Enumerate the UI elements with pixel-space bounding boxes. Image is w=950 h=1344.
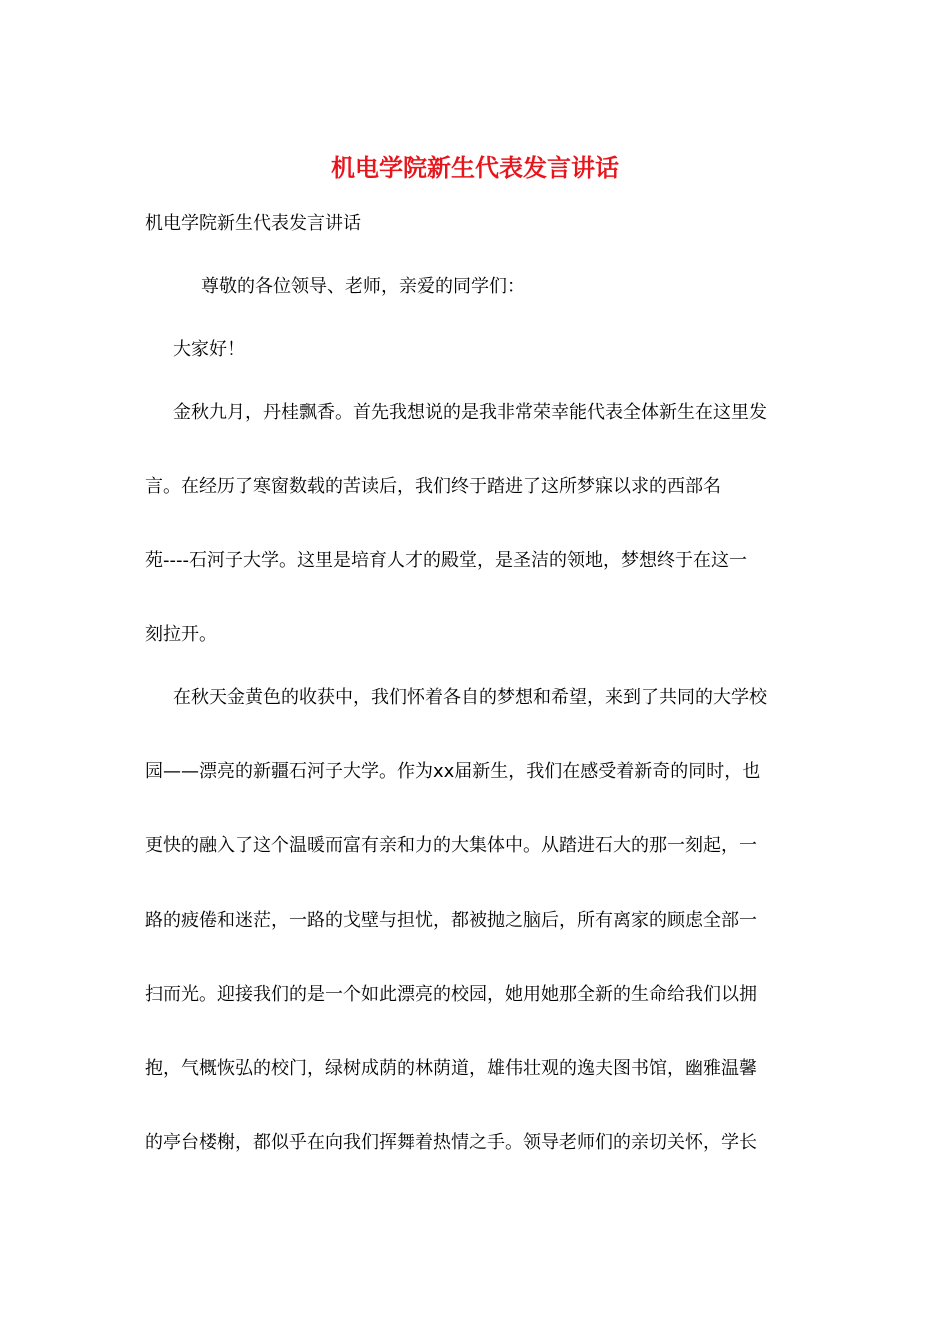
paragraph-line: 更快的融入了这个温暖而富有亲和力的大集体中。从踏进石大的那一刻起，一 — [145, 835, 757, 856]
paragraph-line: 苑----石河子大学。这里是培育人才的殿堂，是圣洁的领地，梦想终于在这一 — [145, 550, 747, 571]
greeting: 大家好！ — [173, 339, 245, 360]
paragraph-line: 抱，气概恢弘的校门，绿树成荫的林荫道，雄伟壮观的逸夫图书馆，幽雅温馨 — [145, 1058, 757, 1079]
paragraph-line: 在秋天金黄色的收获中，我们怀着各自的梦想和希望，来到了共同的大学校 — [173, 687, 767, 708]
paragraph-line: 的亭台楼榭，都似乎在向我们挥舞着热情之手。领导老师们的亲切关怀，学长 — [145, 1132, 757, 1153]
document-title: 机电学院新生代表发言讲话 — [331, 153, 619, 182]
paragraph-line: 扫而光。迎接我们的是一个如此漂亮的校园，她用她那全新的生命给我们以拥 — [145, 984, 757, 1005]
paragraph-line: 言。在经历了寒窗数载的苦读后，我们终于踏进了这所梦寐以求的西部名 — [145, 476, 721, 497]
paragraph-line: 园——漂亮的新疆石河子大学。作为xx届新生，我们在感受着新奇的同时，也 — [145, 761, 761, 782]
paragraph-line: 路的疲倦和迷茫，一路的戈壁与担忧，都被抛之脑后，所有离家的顾虑全部一 — [145, 910, 757, 931]
document-subtitle: 机电学院新生代表发言讲话 — [145, 213, 361, 234]
salutation: 尊敬的各位领导、老师，亲爱的同学们： — [201, 276, 525, 297]
paragraph-line: 刻拉开。 — [145, 624, 217, 645]
paragraph-line: 金秋九月，丹桂飘香。首先我想说的是我非常荣幸能代表全体新生在这里发 — [173, 402, 767, 423]
